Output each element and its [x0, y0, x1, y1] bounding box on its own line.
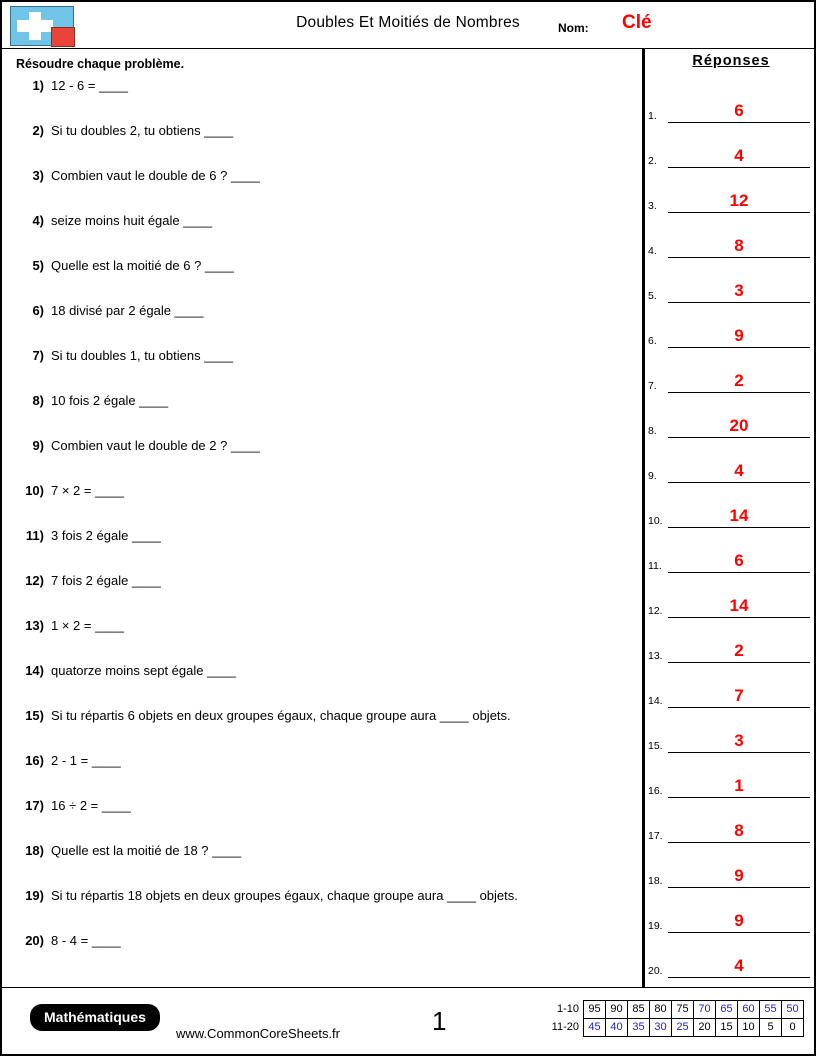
- question-text: Si tu doubles 1, tu obtiens ____: [51, 348, 234, 363]
- answer-number: 4.: [648, 245, 657, 257]
- question-item: [14, 257, 632, 302]
- answer-value: 4: [734, 461, 744, 480]
- question-number: 10): [25, 483, 44, 498]
- score-cell: 85: [628, 1001, 650, 1019]
- answer-number: 20.: [648, 965, 663, 977]
- score-cell: 20: [694, 1019, 716, 1037]
- answer-value: 6: [734, 551, 744, 570]
- question-number: 5): [32, 258, 44, 273]
- page-header: [2, 2, 814, 49]
- question-text: 8 - 4 = ____: [51, 933, 121, 948]
- question-number: 6): [32, 303, 44, 318]
- question-text: 7 fois 2 égale ____: [51, 573, 161, 588]
- question-list: [14, 77, 632, 977]
- answer-item: [648, 663, 814, 708]
- answer-item: [648, 933, 814, 978]
- question-number: 3): [32, 168, 44, 183]
- answer-item: [648, 258, 814, 303]
- score-cell: 60: [738, 1001, 760, 1019]
- question-item: [14, 167, 632, 212]
- question-item: [14, 77, 632, 122]
- answer-number: 9.: [648, 470, 657, 482]
- question-item: [14, 842, 632, 887]
- question-text: 2 - 1 = ____: [51, 753, 121, 768]
- answer-value: 4: [734, 146, 744, 165]
- answer-value: 2: [734, 371, 744, 390]
- answer-number: 6.: [648, 335, 657, 347]
- question-text: Combien vaut le double de 2 ? ____: [51, 438, 260, 453]
- score-cell: 55: [760, 1001, 782, 1019]
- answer-number: 15.: [648, 740, 663, 752]
- score-row: [545, 1001, 804, 1019]
- answer-number: 1.: [648, 110, 657, 122]
- question-item: [14, 932, 632, 977]
- answer-value: 1: [734, 776, 744, 795]
- question-item: [14, 662, 632, 707]
- question-item: [14, 707, 632, 752]
- answers-title: Réponses: [692, 53, 770, 69]
- question-text: Quelle est la moitié de 6 ? ____: [51, 258, 234, 273]
- score-cell: 45: [584, 1019, 606, 1037]
- question-number: 12): [25, 573, 44, 588]
- question-item: [14, 572, 632, 617]
- score-cell: 40: [606, 1019, 628, 1037]
- score-cell: 50: [782, 1001, 804, 1019]
- answer-number: 11.: [648, 560, 662, 572]
- answer-number: 5.: [648, 290, 657, 302]
- question-number: 1): [32, 78, 44, 93]
- question-item: [14, 887, 632, 932]
- question-text: 16 ÷ 2 = ____: [51, 798, 131, 813]
- question-item: [14, 617, 632, 662]
- answer-value: 7: [734, 686, 744, 705]
- score-cell: 25: [672, 1019, 694, 1037]
- score-cell: 5: [760, 1019, 782, 1037]
- question-item: [14, 347, 632, 392]
- answer-number: 19.: [648, 920, 663, 932]
- answer-item: [648, 78, 814, 123]
- answer-value: 8: [734, 821, 744, 840]
- question-text: Si tu répartis 6 objets en deux groupes égaux, chaque groupe aura ____ objets.: [51, 708, 511, 723]
- answer-number: 17.: [648, 830, 663, 842]
- answer-number: 13.: [648, 650, 663, 662]
- answer-value: 12: [729, 191, 749, 210]
- answer-number: 3.: [648, 200, 657, 212]
- score-row-label: 11-20: [551, 1021, 579, 1033]
- question-number: 8): [32, 393, 44, 408]
- answer-item: [648, 753, 814, 798]
- answer-value: 6: [734, 101, 744, 120]
- question-item: [14, 797, 632, 842]
- answer-item: [648, 618, 814, 663]
- answer-item: [648, 123, 814, 168]
- question-text: Si tu répartis 18 objets en deux groupes égaux, chaque groupe aura ____ objets.: [51, 888, 518, 903]
- name-value: Clé: [622, 12, 652, 33]
- answer-item: [648, 528, 814, 573]
- question-text: 10 fois 2 égale ____: [51, 393, 169, 408]
- answer-value: 8: [734, 236, 744, 255]
- question-item: [14, 752, 632, 797]
- score-cell: 15: [716, 1019, 738, 1037]
- website-url: www.CommonCoreSheets.fr: [176, 1026, 340, 1041]
- answer-number: 16.: [648, 785, 663, 797]
- question-number: 9): [32, 438, 44, 453]
- question-number: 4): [32, 213, 44, 228]
- question-text: 3 fois 2 égale ____: [51, 528, 161, 543]
- answer-list: [648, 78, 814, 978]
- answer-number: 10.: [648, 515, 663, 527]
- answer-item: [648, 393, 814, 438]
- page-number: 1: [432, 1006, 447, 1036]
- answer-number: 2.: [648, 155, 657, 167]
- score-cell: 30: [650, 1019, 672, 1037]
- subject-badge: Mathématiques: [30, 1004, 160, 1031]
- answer-number: 18.: [648, 875, 663, 887]
- score-table: [545, 1000, 804, 1037]
- answer-item: [648, 438, 814, 483]
- question-number: 11): [25, 528, 44, 543]
- question-number: 7): [32, 348, 44, 363]
- name-label: Nom:: [558, 21, 589, 35]
- answer-value: 14: [729, 506, 749, 525]
- question-number: 18): [25, 843, 44, 858]
- answer-value: 3: [734, 281, 744, 300]
- question-text: quatorze moins sept égale ____: [51, 663, 237, 678]
- question-text: Si tu doubles 2, tu obtiens ____: [51, 123, 234, 138]
- answer-item: [648, 303, 814, 348]
- answer-value: 14: [729, 596, 749, 615]
- answer-item: [648, 573, 814, 618]
- question-item: [14, 527, 632, 572]
- answer-item: [648, 483, 814, 528]
- score-cell: 10: [738, 1019, 760, 1037]
- score-cell: 80: [650, 1001, 672, 1019]
- score-cell: 95: [584, 1001, 606, 1019]
- answer-value: 4: [734, 956, 744, 975]
- answer-item: [648, 168, 814, 213]
- answer-value: 9: [734, 911, 744, 930]
- question-item: [14, 482, 632, 527]
- question-number: 14): [25, 663, 44, 678]
- question-number: 17): [25, 798, 44, 813]
- page-title: Doubles Et Moitiés de Nombres: [296, 14, 520, 31]
- question-item: [14, 212, 632, 257]
- score-row: [545, 1019, 804, 1037]
- score-cell: 70: [694, 1001, 716, 1019]
- worksheet-body: [2, 49, 814, 987]
- answer-number: 7.: [648, 380, 657, 392]
- answer-value: 9: [734, 326, 744, 345]
- question-item: [14, 122, 632, 167]
- page-footer: [2, 987, 814, 1056]
- question-text: 7 × 2 = ____: [51, 483, 125, 498]
- question-text: 1 × 2 = ____: [51, 618, 125, 633]
- score-cell: 35: [628, 1019, 650, 1037]
- question-item: [14, 302, 632, 347]
- instructions: Résoudre chaque problème.: [16, 57, 185, 71]
- score-row-label: 1-10: [556, 1003, 579, 1015]
- question-text: 12 - 6 = ____: [51, 78, 128, 93]
- question-number: 2): [32, 123, 44, 138]
- answer-item: [648, 798, 814, 843]
- question-text: seize moins huit égale ____: [51, 213, 213, 228]
- answers-column: [648, 49, 814, 987]
- answer-value: 3: [734, 731, 744, 750]
- answer-item: [648, 843, 814, 888]
- question-number: 20): [25, 933, 44, 948]
- question-number: 16): [25, 753, 44, 768]
- score-cell: 65: [716, 1001, 738, 1019]
- question-item: [14, 392, 632, 437]
- score-cell: 90: [606, 1001, 628, 1019]
- question-item: [14, 437, 632, 482]
- answer-item: [648, 708, 814, 753]
- question-text: 18 divisé par 2 égale ____: [51, 303, 204, 318]
- question-number: 19): [25, 888, 44, 903]
- score-cell: 0: [782, 1019, 804, 1037]
- answer-item: [648, 213, 814, 258]
- answer-number: 12.: [648, 605, 663, 617]
- answer-item: [648, 348, 814, 393]
- answer-value: 2: [734, 641, 744, 660]
- question-text: Combien vaut le double de 6 ? ____: [51, 168, 260, 183]
- question-number: 13): [25, 618, 44, 633]
- questions-column: [2, 49, 642, 987]
- answer-item: [648, 888, 814, 933]
- question-number: 15): [25, 708, 44, 723]
- score-cell: 75: [672, 1001, 694, 1019]
- answer-number: 8.: [648, 425, 657, 437]
- answer-value: 9: [734, 866, 744, 885]
- answer-value: 20: [729, 416, 749, 435]
- question-text: Quelle est la moitié de 18 ? ____: [51, 843, 242, 858]
- answer-number: 14.: [648, 695, 663, 707]
- column-divider: [642, 49, 645, 987]
